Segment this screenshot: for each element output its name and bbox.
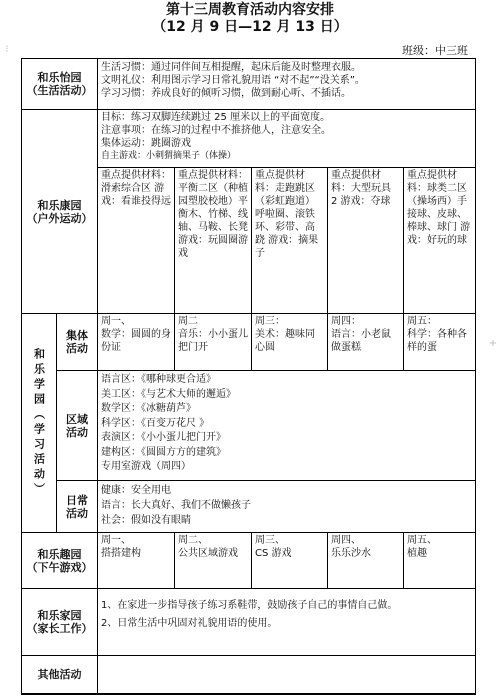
area-label-line-2: 活动 [66, 425, 88, 439]
area-performance: 表演区：《小小蛋儿把门开》 [101, 432, 226, 443]
left-edge-marker-icon: ⁝ [5, 44, 9, 55]
outdoor-col-1: 重点提供材料：滑索综合区 游戏：看谁投得远 [98, 168, 175, 314]
home-line-2: 2、日常生活中巩固对礼貌用语的使用。 [101, 618, 278, 629]
life-line-2: 文明礼仪：利用图示学习日常礼貌用语 “对不起”“没关系”。 [101, 75, 365, 86]
area-label-line-1: 区域 [66, 412, 88, 426]
learning-label: 和乐学园（学习活动） [22, 314, 57, 533]
daily-health: 健康：安全用电 [101, 485, 171, 496]
play-day-5-day: 周五、 [407, 535, 437, 546]
play-day-5-content: 植趣 [407, 548, 427, 559]
play-day-3 [252, 533, 328, 589]
play-label [22, 533, 98, 589]
other-content [98, 656, 476, 694]
outdoor-col-4: 重点提供材料：大型玩具 2 游戏：夺球 [328, 168, 404, 314]
life-label [22, 59, 98, 110]
outdoor-col-3: 重点提供材料：走跑跳区（彩虹跑道）呼啦圈、滚铁环、彩带、高跷 游戏：摘果子 [252, 168, 328, 314]
life-line-3: 学习习惯：养成良好的倾听习惯，做到耐心听、不插话。 [101, 88, 351, 99]
group-day-5-day: 周五： [407, 316, 437, 327]
play-day-3-content: CS 游戏 [255, 548, 292, 559]
group-day-4 [328, 314, 404, 371]
area-art: 美工区：《与艺术大师的邂逅》 [101, 388, 236, 400]
play-day-4 [328, 533, 404, 589]
group-day-3 [252, 314, 328, 371]
play-day-4-day: 周四、 [331, 535, 361, 546]
group-day-1-day: 周一、 [101, 316, 131, 327]
outdoor-label-line-1: 和乐康园 [37, 198, 82, 212]
area-activity-content [98, 371, 476, 481]
schedule-table [21, 58, 476, 695]
home-label-line-1: 和乐家园 [37, 609, 82, 622]
outdoor-col-5: 重点提供材料：球类二区（操场西）手接球、皮球、棒球、球门 游戏：好玩的球 [404, 168, 476, 314]
group-day-2 [175, 314, 252, 371]
area-construction: 建构区：《圆圆方方的建筑》 [101, 446, 226, 458]
daily-label-line-2: 活动 [66, 506, 88, 520]
play-day-5 [404, 533, 476, 589]
group-day-3-day: 周三： [255, 316, 285, 327]
outdoor-goal: 目标：练习双脚连续跳过 25 厘米以上的平面宽度。 [101, 112, 331, 123]
life-content [98, 59, 476, 110]
group-day-2-content: 音乐：小小蛋儿把门开 [178, 329, 248, 353]
play-day-1 [98, 533, 175, 589]
home-line-1: 1、在家进一步指导孩子练习系鞋带，鼓励孩子自己的事情自己做。 [101, 600, 398, 611]
class-label: 班级：中三班 [402, 44, 468, 57]
daily-activity-content [98, 481, 476, 533]
page-title: 第十三周教育活动内容安排 [166, 2, 334, 18]
outdoor-free-play: 自主游戏：小刺猬摘果子（体操） [101, 151, 237, 161]
life-label-line-2: （生活活动） [26, 84, 93, 97]
outdoor-col-2: 重点提供材料：平衡二区（种植园塑胶校地）平衡木、竹梯、线轴、马鞍、长凳 游戏：玩圆圈游戏 [175, 168, 252, 314]
life-line-1: 生活习惯：通过同伴间互相提醒，起床后能及时整理衣服。 [101, 62, 361, 73]
daily-social: 社会：假如没有眼睛 [101, 515, 191, 526]
outdoor-summary [98, 110, 476, 168]
group-day-4-day: 周四： [331, 316, 361, 327]
add-icon[interactable]: + [488, 338, 498, 349]
group-day-5-content: 科学：各种各样的蛋 [407, 329, 467, 353]
play-day-1-content: 搭搭建构 [101, 548, 141, 559]
group-activity-label [57, 314, 98, 371]
group-day-4-content: 语言：小老鼠做蛋糕 [331, 329, 391, 353]
outdoor-group-sport: 集体运动：跳圈游戏 [101, 138, 191, 149]
page-subtitle: （12 月 9 日—12 月 13 日） [152, 19, 348, 35]
group-day-1-content: 数学：圆圆的身份证 [101, 329, 171, 353]
play-day-2-day: 周二、 [178, 535, 208, 546]
outdoor-label [22, 110, 98, 314]
play-day-1-day: 周一、 [101, 535, 131, 546]
play-day-4-content: 乐乐沙水 [331, 548, 371, 559]
group-day-1 [98, 314, 175, 371]
outdoor-notes: 注意事项：在练习的过程中不推挤他人，注意安全。 [101, 125, 331, 136]
area-math: 数学区：《冰糖葫芦》 [101, 403, 196, 414]
area-activity-label [57, 371, 98, 481]
play-day-2-content: 公共区域游戏 [178, 548, 238, 559]
play-day-3-day: 周三、 [255, 535, 285, 546]
group-day-2-day: 周二 [178, 316, 198, 327]
life-label-line-1: 和乐怡园 [37, 71, 82, 84]
area-language: 语言区：《哪种球更合适》 [101, 374, 216, 385]
home-label [22, 589, 98, 656]
area-special-room: 专用室游戏（周四） [101, 461, 191, 472]
group-day-5 [404, 314, 476, 371]
daily-activity-label [57, 481, 98, 533]
group-label-line-1: 集体 [66, 329, 88, 342]
daily-label-line-1: 日常 [66, 493, 88, 507]
outdoor-label-line-2: （户外运动） [26, 211, 93, 225]
area-science: 科学区：《百变万花尺 》 [101, 417, 210, 429]
play-label-line-1: 和乐趣园 [37, 547, 82, 561]
play-label-line-2: （下午游戏） [26, 560, 93, 574]
group-day-3-content: 美术：趣味同心圆 [255, 329, 315, 353]
daily-language: 语言：长大真好、我们不做懒孩子 [101, 500, 251, 511]
other-label: 其他活动 [22, 656, 98, 694]
home-label-line-2: （家长工作） [26, 622, 93, 635]
group-label-line-2: 活动 [66, 342, 88, 355]
home-content [98, 589, 476, 656]
play-day-2 [175, 533, 252, 589]
